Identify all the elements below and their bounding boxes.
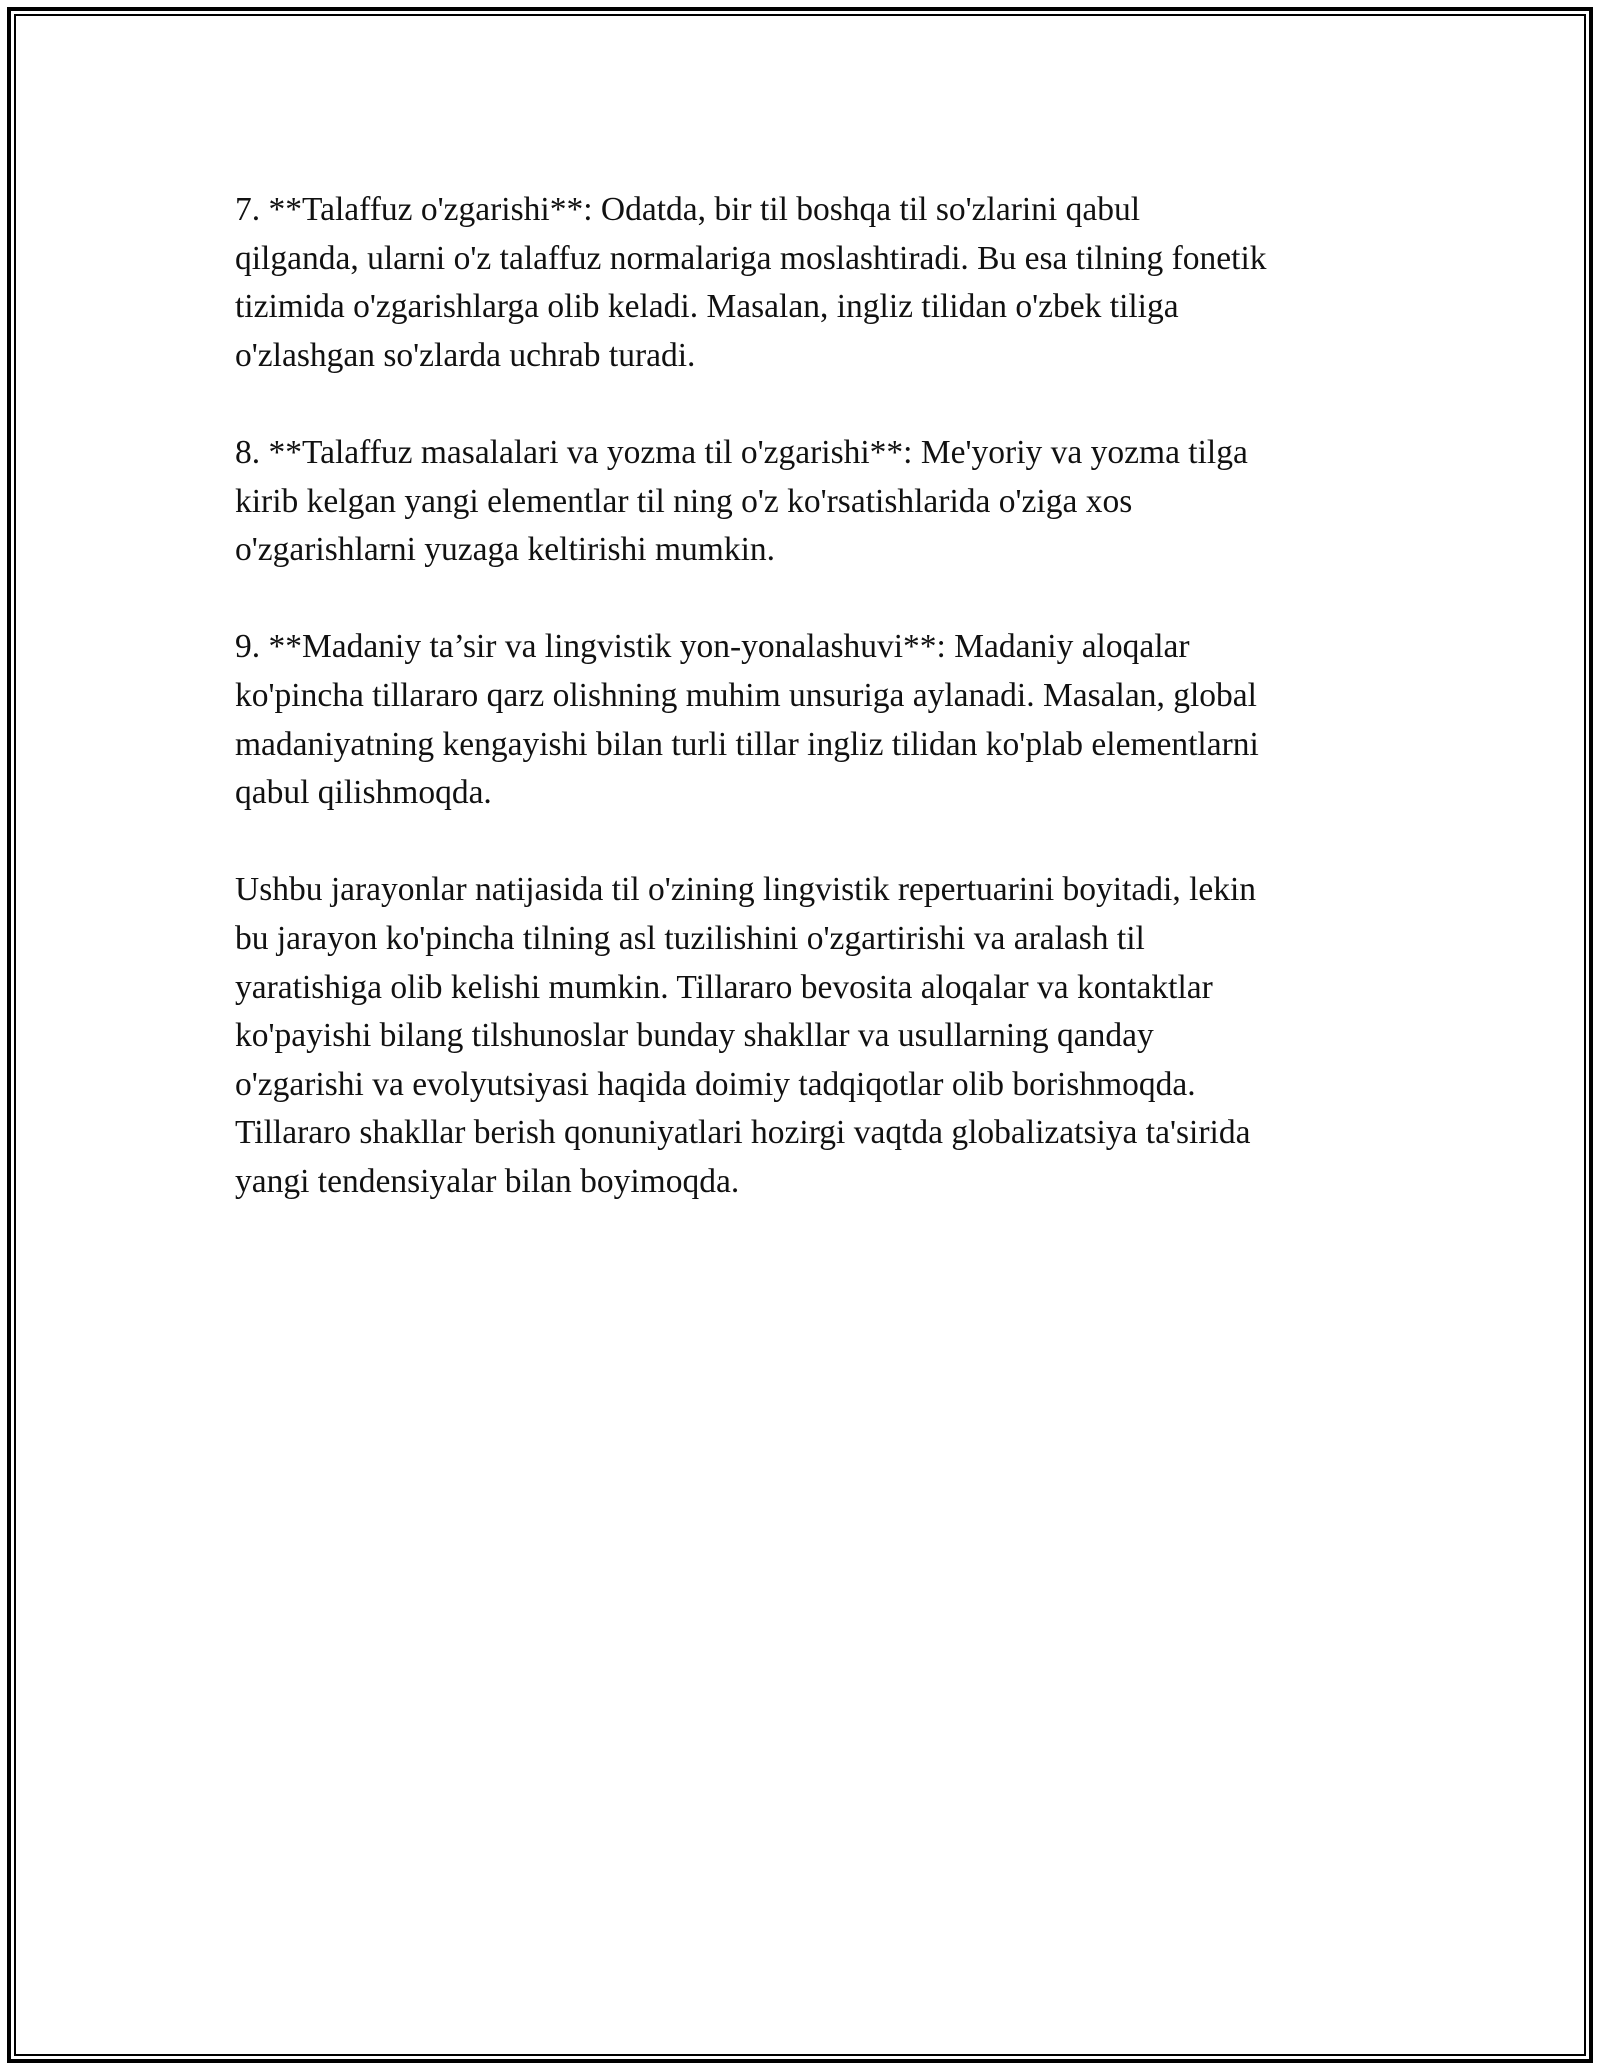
- paragraph-item-7: 7. **Talaffuz o'zgarishi**: Odatda, bir til boshqa til so'zlarini qabul qilganda, ularni o'z talaffuz normalariga moslashtiradi. Bu esa tilning fonetik tizimida o'zgarishlarga olib keladi. Masalan, ingliz tilidan o'zbek tiliga o'zlashgan so'zlarda uchrab turadi.: [235, 191, 1267, 374]
- paragraph-item-9: 9. **Madaniy ta’sir va lingvistik yon-yonalashuvi**: Madaniy aloqalar ko'pincha tillararo qarz olishning muhim unsuriga aylanadi. Masalan, global madaniyatning kengayishi bilan turli tillar ingliz tilidan ko'plab elementlarni qabul qilishmoqda.: [235, 628, 1259, 812]
- paragraph-item-8: 8. **Talaffuz masalalari va yozma til o'zgarishi**: Me'yoriy va yozma tilga kirib kelgan yangi elementlar til ning o'z ko'rsatishlarida o'ziga xos o'zgarishlarni yuzaga keltirishi mumkin.: [235, 433, 1248, 569]
- paragraph-conclusion: Ushbu jarayonlar natijasida til o'zining lingvistik repertuarini boyitadi, lekin bu jarayon ko'pincha tilning asl tuzilishini o'zgartirishi va aralash til yaratishiga olib kelishi mumkin. Tillararo bevosita aloqalar va kontaktlar ko'payishi bilang tilshunoslar bunday shakllar va usullarning qanday o'zgarishi va evolyutsiyasi haqida doimiy tadqiqotlar olib borishmoqda. Tillararo shakllar berish qonuniyatlari hozirgi vaqtda globalizatsiya ta'sirida yangi tendensiyalar bilan boyimoqda.: [235, 871, 1257, 1200]
- document-body: [235, 186, 1370, 1255]
